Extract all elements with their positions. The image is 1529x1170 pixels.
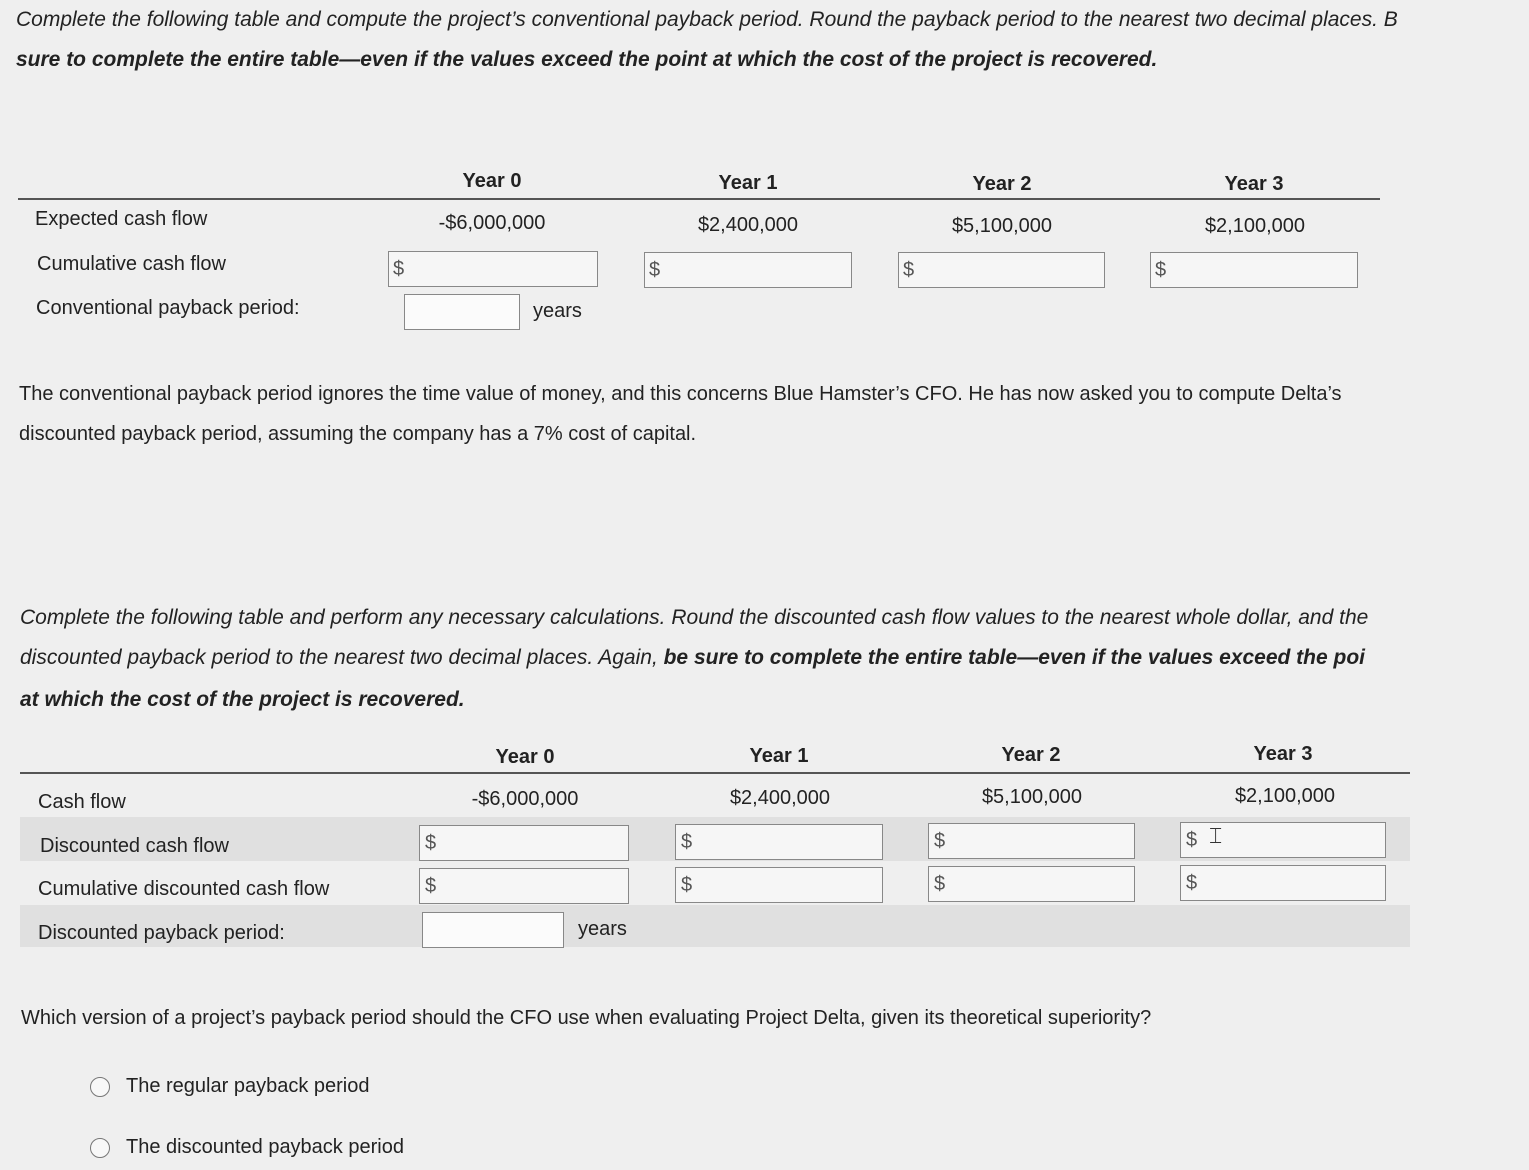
t1-expected-year0: -$6,000,000 [438,212,546,234]
dollar-sign: $ [1155,259,1167,281]
dollar-sign: $ [649,259,661,281]
t2-label-cumulative: Cumulative discounted cash flow [38,878,330,900]
dollar-sign: $ [903,259,915,281]
t2-cashflow-year1: $2,400,000 [729,787,831,809]
dollar-sign: $ [934,830,946,852]
t1-years-label: years [533,300,582,322]
dollar-sign: $ [681,874,693,896]
option-discounted[interactable] [90,1136,404,1159]
t2-header-year2: Year 2 [1001,744,1061,766]
instructions-1-line2-wrap [16,40,1157,80]
option-discounted-label[interactable]: The discounted payback period [126,1136,404,1158]
dollar-sign: $ [425,875,437,897]
t2-label-cash-flow: Cash flow [38,791,126,813]
t1-expected-year3: $2,100,000 [1204,215,1306,237]
t1-label-expected: Expected cash flow [35,208,208,230]
instructions-1 [16,0,1398,40]
t2-cumulative-year0-input[interactable] [419,868,629,904]
t1-label-payback: Conventional payback period: [36,297,300,319]
t2-cashflow-year0: -$6,000,000 [471,788,579,810]
radio-discounted[interactable] [90,1138,110,1158]
t1-header-year2: Year 2 [972,173,1032,195]
instructions-2-line1-wrap [20,598,1368,638]
dollar-sign: $ [1186,872,1198,894]
t1-header-rule [18,198,1380,200]
t2-cumulative-year2-input[interactable] [928,866,1135,902]
instructions-2-line3-bold: at which the cost of the project is recovered. [20,688,465,711]
t2-discounted-year3-input[interactable] [1180,822,1386,858]
payback-question: Which version of a project’s payback period should the CFO use when evaluating Project Delta, given its theoretical superiority? [21,1007,1152,1029]
instructions-2-line3-wrap [20,680,465,720]
t2-payback-input[interactable] [422,912,564,948]
t2-header-year3: Year 3 [1253,743,1313,765]
t2-header-year0: Year 0 [495,746,555,768]
t2-cashflow-year3: $2,100,000 [1234,785,1336,807]
instructions-2-line2-bold: be sure to complete the entire table—even if the values exceed the poi [663,646,1365,669]
instructions-1-line2: sure to complete the entire table—even if the values exceed the point at which the cost of the project is recovered. [16,48,1158,71]
t1-label-cumulative: Cumulative cash flow [37,253,226,275]
instructions-2-line2-italic: discounted payback period to the nearest two decimal places. Again, [20,646,664,669]
instructions-1-line1: Complete the following table and compute the project’s conventional payback period. Round the payback period to the nearest two decimal places. B [16,8,1398,31]
t1-cumulative-year3-input[interactable] [1150,252,1358,288]
t2-label-payback: Discounted payback period: [38,922,285,944]
radio-regular[interactable] [90,1077,110,1097]
t1-header-year0: Year 0 [462,170,522,192]
option-regular-label[interactable]: The regular payback period [126,1075,370,1097]
t2-header-rule [20,772,1410,774]
text-cursor-icon: ⌶ [1209,823,1223,848]
cfo-paragraph-line2: discounted payback period, assuming the company has a 7% cost of capital. [19,423,697,445]
instructions-2-line2-wrap [20,638,1365,678]
t1-header-year3: Year 3 [1224,173,1284,195]
t2-label-discounted: Discounted cash flow [40,835,229,857]
t1-expected-year2: $5,100,000 [951,215,1053,237]
t2-discounted-year2-input[interactable] [928,823,1135,859]
dollar-sign: $ [1186,829,1198,851]
t1-cumulative-year0-input[interactable] [388,251,598,287]
t1-cumulative-year1-input[interactable] [644,252,852,288]
dollar-sign: $ [425,832,437,854]
t1-cumulative-year2-input[interactable] [898,252,1105,288]
t2-discounted-year1-input[interactable] [675,824,883,860]
t1-expected-year1: $2,400,000 [697,214,799,236]
t2-years-label: years [578,918,627,940]
dollar-sign: $ [934,873,946,895]
dollar-sign: $ [393,258,405,280]
t1-payback-input[interactable] [404,294,520,330]
t1-header-year1: Year 1 [718,172,778,194]
cfo-paragraph-line1: The conventional payback period ignores the time value of money, and this concerns Blue Hamster’s CFO. He has now asked you to compute Delta’s [19,383,1342,405]
t2-header-year1: Year 1 [749,745,809,767]
t2-cumulative-year1-input[interactable] [675,867,883,903]
t2-cumulative-year3-input[interactable] [1180,865,1386,901]
t2-discounted-year0-input[interactable] [419,825,629,861]
instructions-2-line1: Complete the following table and perform any necessary calculations. Round the discounted cash flow values to the nearest whole dollar, and the [20,606,1369,629]
option-regular[interactable] [90,1075,369,1098]
dollar-sign: $ [681,831,693,853]
t2-cashflow-year2: $5,100,000 [981,786,1083,808]
